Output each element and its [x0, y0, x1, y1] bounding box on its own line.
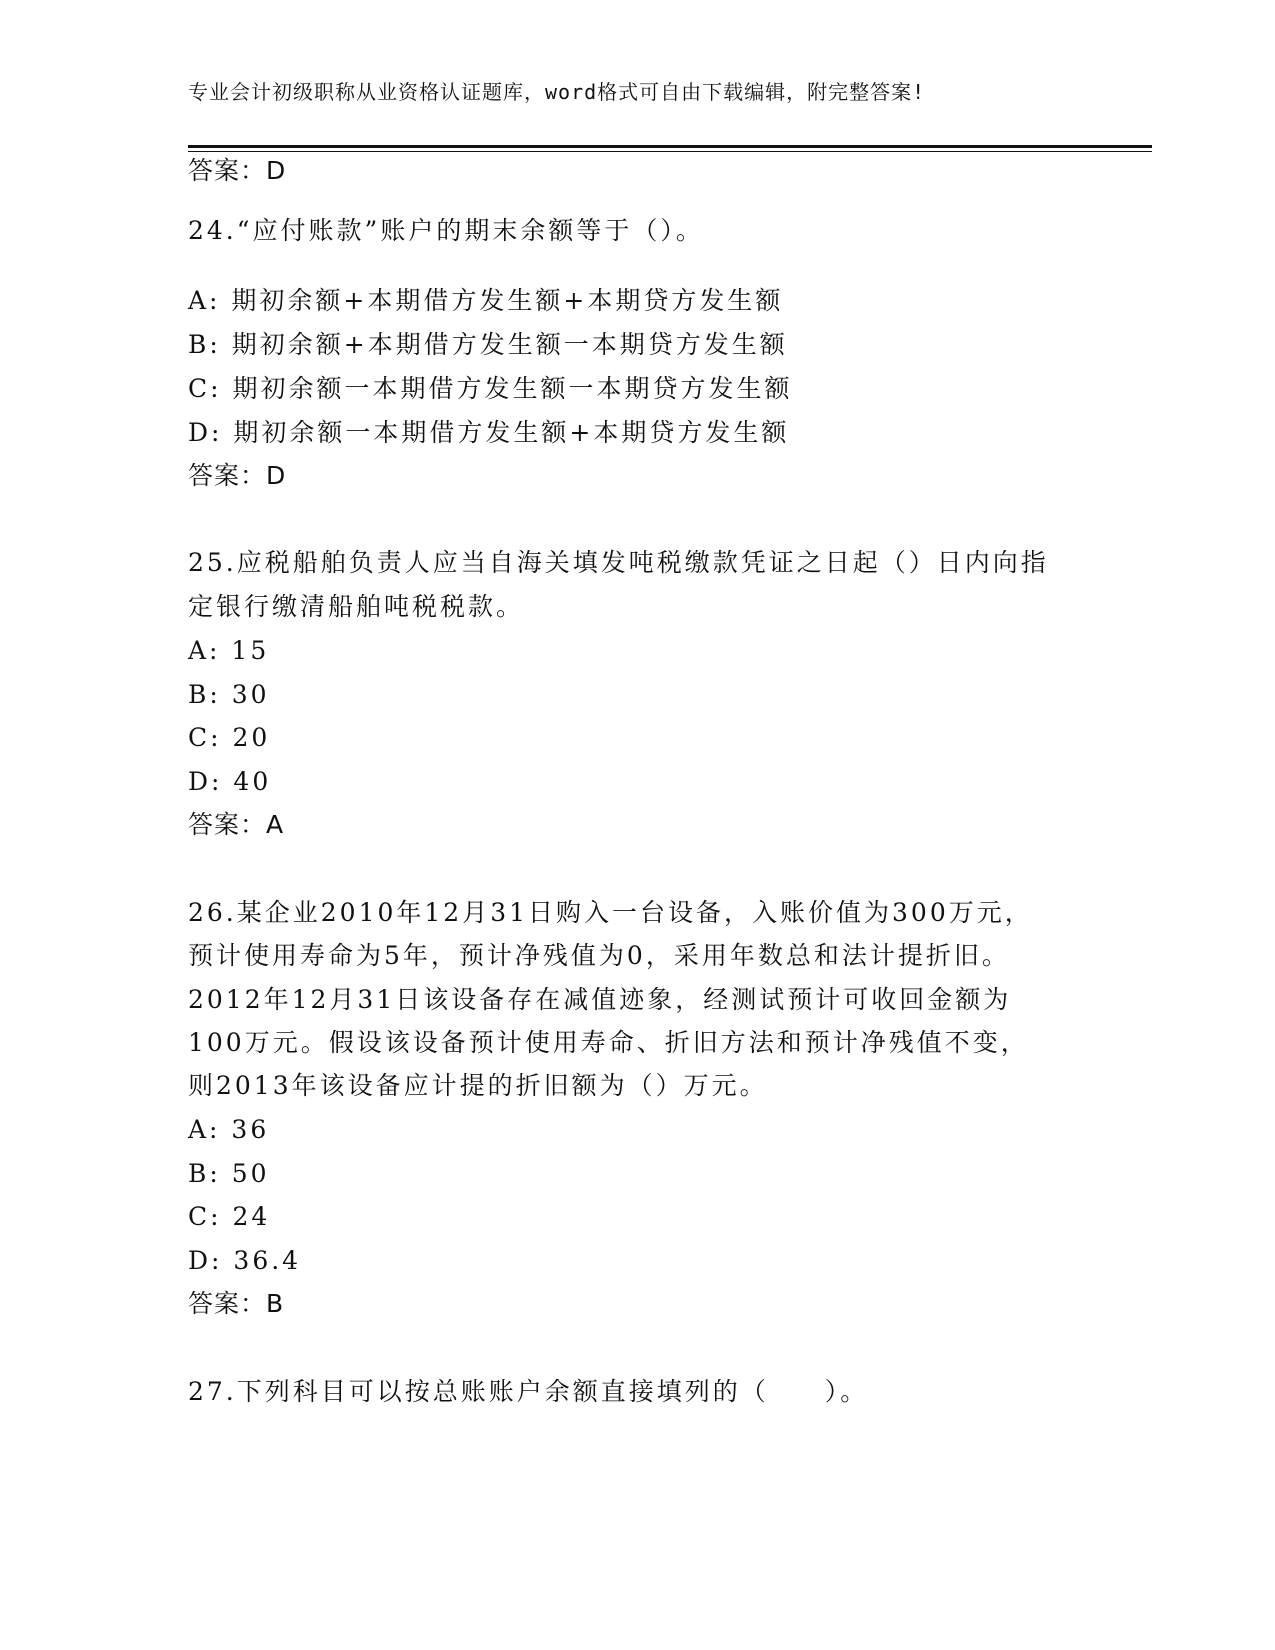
q26-option-b: B: 50 — [188, 1159, 270, 1188]
q26-stem-line-5: 则2013年该设备应计提的折旧额为（）万元。 — [188, 1071, 768, 1100]
q24-option-c: C: 期初余额一本期借方发生额一本期贷方发生额 — [188, 374, 793, 403]
q26-stem-line-3: 2012年12月31日该设备存在减值迹象，经测试预计可收回金额为 — [188, 985, 1012, 1014]
q26-answer: 答案：B — [188, 1289, 285, 1318]
prev-answer: 答案：D — [188, 156, 287, 185]
q24-stem-line-1: 24.“应付账款”账户的期末余额等于（）。 — [188, 216, 704, 245]
q24-answer: 答案：D — [188, 461, 287, 490]
q26-stem-line-4: 100万元。假设该设备预计使用寿命、折旧方法和预计净残值不变， — [188, 1028, 1029, 1057]
header-rule-thick — [188, 145, 1152, 148]
q25-option-b: B: 30 — [188, 680, 270, 709]
q26-option-c: C: 24 — [188, 1202, 271, 1231]
q24-option-a: A: 期初余额+本期借方发生额+本期贷方发生额 — [188, 286, 784, 315]
q26-option-d: D: 36.4 — [188, 1246, 302, 1275]
header-rule-thin — [188, 151, 1152, 152]
q27-stem-line-1: 27.下列科目可以按总账账户余额直接填列的（ ）。 — [188, 1377, 869, 1406]
q25-option-d: D: 40 — [188, 767, 272, 796]
page-header: 专业会计初级职称从业资格认证题库，word格式可自由下载编辑，附完整答案! — [188, 80, 926, 104]
q24-option-b: B: 期初余额+本期借方发生额一本期贷方发生额 — [188, 330, 788, 359]
q24-option-d: D: 期初余额一本期借方发生额+本期贷方发生额 — [188, 418, 790, 447]
q25-option-c: C: 20 — [188, 723, 271, 752]
q25-stem-line-2: 定银行缴清船舶吨税税款。 — [188, 592, 525, 621]
q25-stem-line-1: 25.应税船舶负责人应当自海关填发吨税缴款凭证之日起（）日内向指 — [188, 548, 1049, 577]
q26-option-a: A: 36 — [188, 1115, 270, 1144]
q25-answer: 答案：A — [188, 810, 285, 839]
q25-option-a: A: 15 — [188, 636, 270, 665]
q26-stem-line-1: 26.某企业2010年12月31日购入一台设备，入账价值为300万元， — [188, 898, 1033, 927]
q26-stem-line-2: 预计使用寿命为5年，预计净残值为0，采用年数总和法计提折旧。 — [188, 941, 1010, 970]
